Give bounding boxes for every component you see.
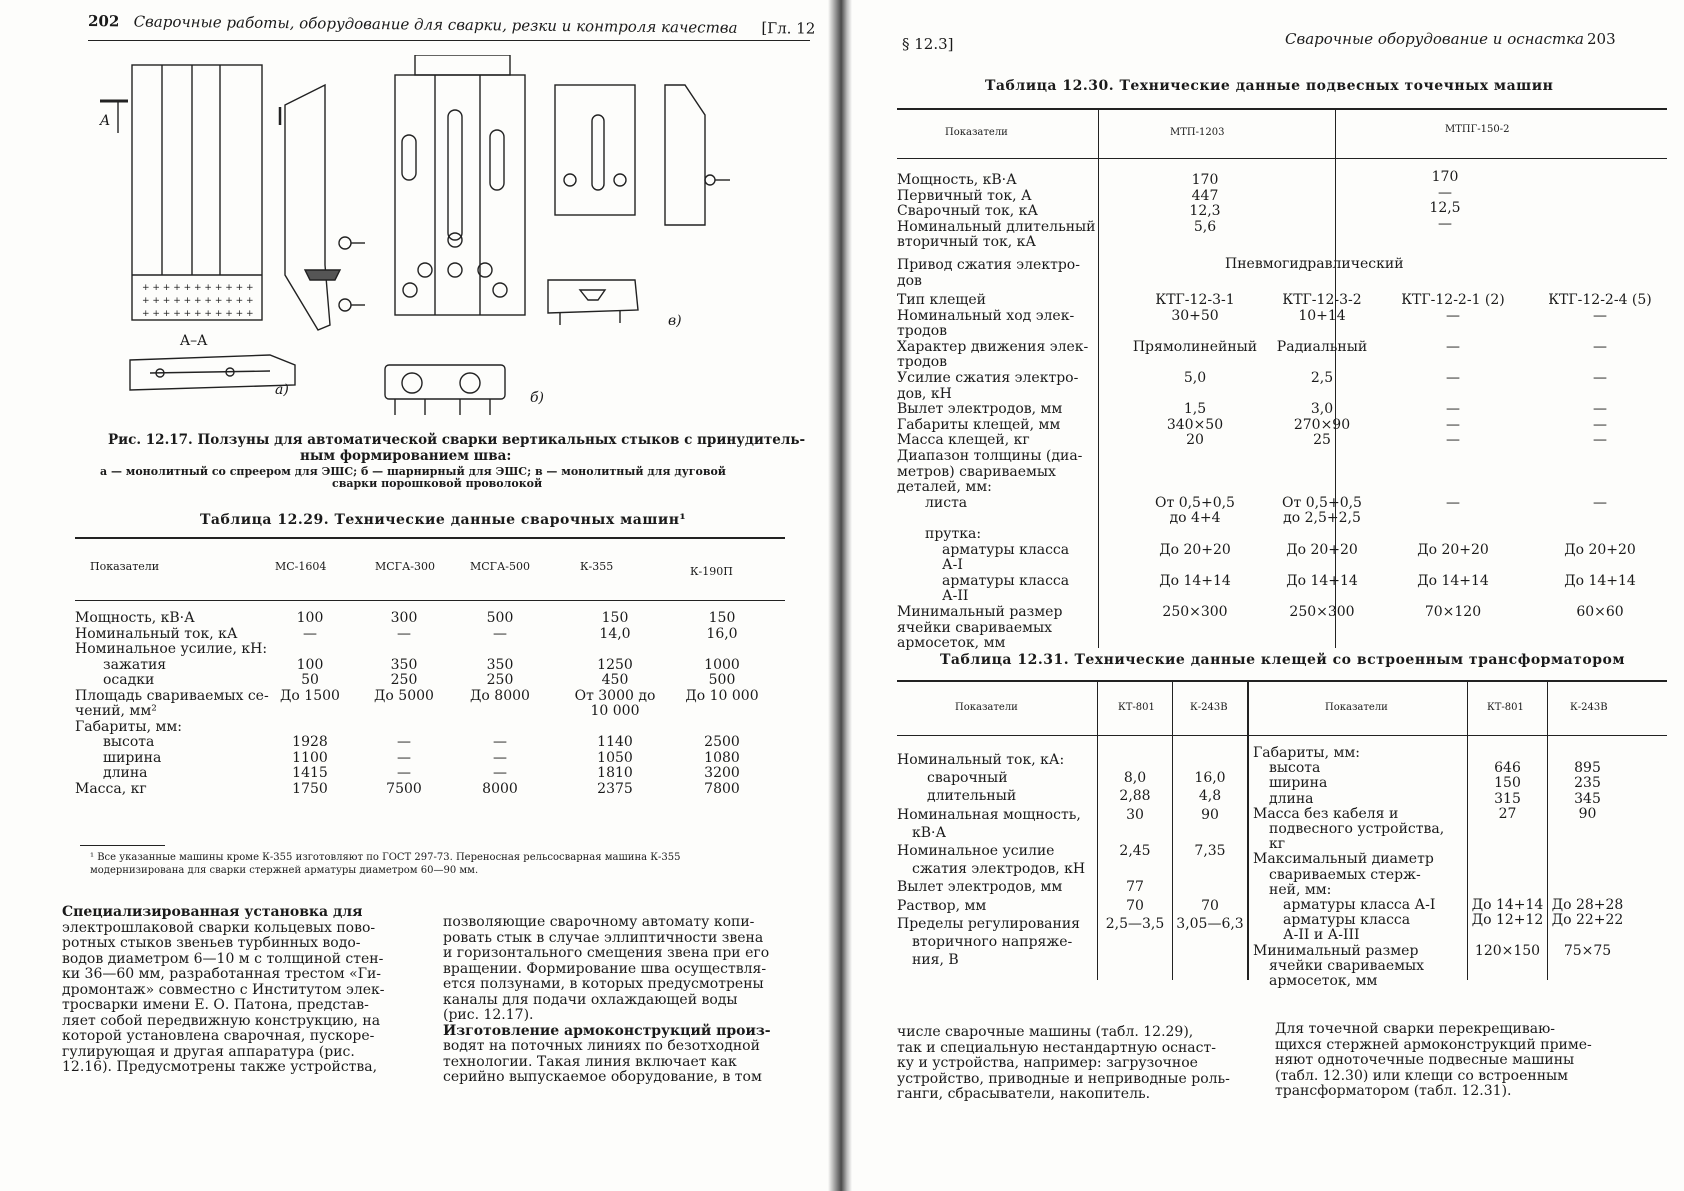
table-cell: 90 xyxy=(1578,805,1597,822)
table-row-label: деталей, мм: xyxy=(897,479,992,496)
table-cell: — xyxy=(1446,494,1460,511)
table-cell: — xyxy=(1593,432,1607,449)
table-header-cell: Показатели xyxy=(945,127,1008,138)
body-text-line: которой установлена сварочная, пускоре- xyxy=(62,1028,375,1044)
figure-caption-title: Рис. 12.17. Ползуны для автоматической сварки вертикальных стыков с принудитель- xyxy=(108,432,806,448)
table-header-cell: МСГА-300 xyxy=(375,560,436,573)
table-cell: — xyxy=(397,625,411,642)
table-row-label: Привод сжатия электро- xyxy=(897,257,1080,273)
t31-divider-2 xyxy=(1172,680,1173,980)
t31-divider-4 xyxy=(1467,680,1468,980)
table-cell: От 0,5+0,5 xyxy=(1282,494,1362,511)
table-cell: 500 xyxy=(486,610,514,626)
body-text-line: (табл. 12.30) или клещи со встроенным xyxy=(1275,1067,1569,1084)
left-header-rule xyxy=(88,40,810,41)
slider-drawings xyxy=(90,55,790,425)
table-row-label: высота xyxy=(103,734,155,750)
table-row-label: вторичного напряже- xyxy=(912,934,1073,950)
table-cell: 7,35 xyxy=(1194,843,1226,859)
table-cell: От 0,5+0,5 xyxy=(1155,494,1235,511)
table-row-label: Пределы регулирования xyxy=(897,915,1081,932)
svg-text:+ + + + + + + + + + +: + + + + + + + + + + + xyxy=(142,283,254,293)
left-chapter-ref: [Гл. 12 xyxy=(761,19,816,38)
table-cell: 250 xyxy=(390,672,418,688)
table-cell: — xyxy=(1446,307,1460,324)
table-row-label: ширина xyxy=(103,749,162,766)
body-text-line: ровать стык в случае эллиптичности звена xyxy=(443,929,764,946)
table-row-label: А-I xyxy=(942,557,963,574)
table-row-label: сжатия электродов, кН xyxy=(912,861,1086,878)
table-row-label: зажатия xyxy=(103,656,167,673)
table-row-label: Диапазон толщины (диа- xyxy=(897,448,1083,464)
table-row-label: ширина xyxy=(1269,775,1328,792)
table-cell: 1750 xyxy=(292,780,328,797)
table-row-label: Номинальный ход элек- xyxy=(897,307,1075,324)
table-cell: 500 xyxy=(708,672,736,688)
table-row-label: Номинальное усилие xyxy=(897,843,1055,859)
table-cell: 150 xyxy=(601,610,629,626)
table-cell: — xyxy=(397,734,411,750)
table-row-label: Площадь свариваемых се- xyxy=(75,687,269,704)
body-text-line: Специализированная установка для xyxy=(62,904,363,920)
table-row-label: дов xyxy=(897,273,922,289)
table-12-30-col-divider-1 xyxy=(1098,108,1099,648)
table-cell: — xyxy=(493,749,507,766)
table-cell: До 5000 xyxy=(374,687,434,704)
body-text-line: няют одноточечные подвесные машины xyxy=(1275,1052,1575,1068)
left-page xyxy=(0,0,835,1191)
table-cell: 1050 xyxy=(597,749,633,766)
table-header-cell: Показатели xyxy=(1325,702,1388,713)
table-cell: 300 xyxy=(390,610,418,626)
table-cell: До 20+20 xyxy=(1417,541,1489,558)
table-cell: 3200 xyxy=(704,765,740,781)
table-row-label: Номинальное усилие, кН: xyxy=(75,641,268,657)
right-body-column-2 xyxy=(1275,1022,1615,1100)
body-text-line: ротных стыков звеньев турбинных водо- xyxy=(62,935,361,951)
table-row-label: Первичный ток, А xyxy=(897,187,1032,204)
table-cell: 270×90 xyxy=(1293,416,1351,433)
table-cell: 235 xyxy=(1574,775,1601,792)
table-row-label: высота xyxy=(1269,760,1321,777)
table-header-cell: КТ-801 xyxy=(1118,702,1155,713)
table-cell: 150 xyxy=(1494,775,1521,792)
table-row-label: Номинальный ток, кА xyxy=(75,625,238,642)
table-cell: 60×60 xyxy=(1576,604,1624,620)
table-cell: 345 xyxy=(1574,790,1601,807)
table-header-cell: МСГА-500 xyxy=(470,560,531,573)
table-cell: 350 xyxy=(390,656,418,673)
body-text-line: ется ползунами, в которых предусмотрены xyxy=(443,976,764,992)
table-12-29-header-rule xyxy=(75,600,785,601)
table-row-label: прутка: xyxy=(925,526,982,542)
right-page xyxy=(835,0,1684,1191)
table-cell: 70 xyxy=(1201,897,1219,914)
table-cell: — xyxy=(303,625,317,642)
figure-caption-legend-cont: сварки порошковой проволокой xyxy=(332,477,543,490)
body-text-line: щихся стержней армоконструкций приме- xyxy=(1275,1036,1592,1053)
table-12-29-top-rule xyxy=(75,537,785,539)
table-cell: До 14+14 xyxy=(1417,572,1489,589)
table-row-label: чений, мм² xyxy=(75,703,157,719)
table-cell: до 4+4 xyxy=(1169,510,1221,527)
table-cell: 350 xyxy=(486,656,514,673)
table-cell: 3,0 xyxy=(1310,401,1334,418)
table-cell: 250×300 xyxy=(1162,604,1228,620)
body-text-line: трансформатором (табл. 12.31). xyxy=(1275,1083,1512,1099)
table-cell: — xyxy=(1593,370,1607,386)
body-text-line: технологии. Такая линия включает как xyxy=(443,1053,737,1070)
table-cell: 12,5 xyxy=(1429,200,1461,216)
table-cell: — xyxy=(1593,307,1607,324)
table-cell: До 14+14 xyxy=(1159,572,1231,589)
table-cell: 5,6 xyxy=(1193,218,1217,235)
table-cell: 646 xyxy=(1494,760,1521,777)
left-body-column-1 xyxy=(62,905,404,1076)
table-cell: 8,0 xyxy=(1123,770,1147,787)
table-cell: 7800 xyxy=(704,780,740,797)
table-cell: 100 xyxy=(296,656,324,673)
right-body-column-1 xyxy=(897,1025,1242,1103)
table-cell: КТГ-12-2-4 (5) xyxy=(1548,292,1652,308)
table-cell: 1250 xyxy=(597,656,633,673)
table-cell: 1928 xyxy=(292,734,328,750)
body-text-line: каналы для подачи охлаждающей воды xyxy=(443,991,738,1008)
table-cell: 14,0 xyxy=(599,625,631,642)
table-row-label: арматуры класса xyxy=(942,572,1070,589)
table-cell: 3,05—6,3 xyxy=(1176,915,1244,932)
svg-text:+ + + + + + + + + + +: + + + + + + + + + + + xyxy=(142,309,254,319)
table-cell: 77 xyxy=(1126,879,1144,896)
table-cell: 450 xyxy=(601,672,629,688)
table-cell: 2,5—3,5 xyxy=(1105,915,1165,932)
table-cell: 10+14 xyxy=(1298,307,1346,324)
table-header-cell: Показатели xyxy=(90,560,160,573)
body-text-line: вращении. Формирование шва осуществля- xyxy=(443,960,767,977)
table-12-29-footnote: ¹ Все указанные машины кроме К-355 изготовляют по ГОСТ 297-73. Переносная рельсосварная машина К-355 xyxy=(90,852,681,863)
body-text-line: позволяющие сварочному автомату копи- xyxy=(443,914,755,930)
table-row-label: Масса, кг xyxy=(75,780,147,797)
table-12-31-top-rule xyxy=(897,680,1667,682)
table-cell: Пневмогидравлический xyxy=(1225,256,1404,272)
table-cell: — xyxy=(1446,401,1460,418)
body-text-line: электрошлаковой сварки кольцевых пово- xyxy=(62,919,376,936)
table-cell: 1080 xyxy=(704,749,740,766)
table-row-label: листа xyxy=(925,494,968,511)
table-cell: 2,45 xyxy=(1119,843,1151,859)
table-row-label: длина xyxy=(1269,790,1314,807)
right-page-number: 203 xyxy=(1587,30,1616,48)
table-cell: 1,5 xyxy=(1183,401,1207,418)
table-cell: — xyxy=(493,625,507,642)
table-cell: 70×120 xyxy=(1424,604,1482,620)
table-cell: 1140 xyxy=(597,734,633,750)
body-text-line: водят на поточных линиях по безотходной xyxy=(443,1038,760,1054)
left-running-title: Сварочные работы, оборудование для сварки, резки и контроля качества xyxy=(133,12,738,37)
table-cell: До 10 000 xyxy=(685,687,759,704)
figure-mark-v: в) xyxy=(668,313,682,329)
table-row-label: Максимальный диаметр xyxy=(1253,851,1434,868)
table-cell: 1000 xyxy=(704,656,740,673)
left-running-header xyxy=(88,12,815,38)
table-row-label: Минимальный размер xyxy=(897,604,1063,620)
table-cell: 8000 xyxy=(482,780,518,797)
table-cell: — xyxy=(397,749,411,766)
body-text-line: Изготовление армоконструкций произ- xyxy=(443,1022,771,1039)
table-cell: — xyxy=(1438,184,1452,201)
table-cell: До 20+20 xyxy=(1286,541,1358,558)
table-row-label: Номинальная мощность, xyxy=(897,806,1081,823)
table-cell: КТГ-12-3-2 xyxy=(1282,292,1362,308)
table-row-label: Минимальный размер xyxy=(1253,942,1419,959)
table-cell: 25 xyxy=(1313,432,1331,449)
table-cell: 100 xyxy=(296,610,324,626)
table-cell: — xyxy=(1446,416,1460,433)
body-text-line: так и специальную нестандартную оснаст- xyxy=(897,1039,1216,1056)
body-text-line: гулирующая и другая аппаратура (рис. xyxy=(62,1043,355,1060)
table-cell: 2375 xyxy=(597,780,633,797)
table-row-label: армосеток, мм xyxy=(1269,973,1378,989)
table-row-label: тродов xyxy=(897,354,948,371)
table-cell: До 14+14 xyxy=(1286,572,1358,589)
table-cell: — xyxy=(1446,432,1460,449)
table-cell: 16,0 xyxy=(1194,770,1226,787)
table-row-label: Номинальный длительный xyxy=(897,218,1096,235)
table-row-label: Габариты, мм: xyxy=(75,718,182,735)
table-header-cell: МС-1604 xyxy=(275,560,327,573)
table-row-label: кг xyxy=(1269,836,1286,853)
body-text-line: дромонтаж» совместно с Институтом элек- xyxy=(62,981,385,998)
table-row-label: длина xyxy=(103,765,148,781)
body-text-line: и горизонтального смещения звена при его xyxy=(443,945,770,961)
table-row-label: Сварочный ток, кА xyxy=(897,203,1039,219)
table-cell: Радиальный xyxy=(1276,338,1368,355)
table-row-label: свариваемых стерж- xyxy=(1269,866,1421,883)
table-cell: 10 000 xyxy=(590,703,640,719)
t31-divider-5 xyxy=(1547,680,1548,980)
table-row-label: ячейки свариваемых xyxy=(897,619,1053,636)
table-row-label: длительный xyxy=(927,788,1017,805)
t31-divider-3 xyxy=(1247,680,1249,980)
table-header-cell: КТ-801 xyxy=(1487,702,1524,713)
table-cell: До 20+20 xyxy=(1564,541,1636,558)
table-cell: 895 xyxy=(1574,760,1601,777)
table-row-label: вторичный ток, кА xyxy=(897,234,1037,250)
table-cell: — xyxy=(493,734,507,750)
table-12-30-title: Таблица 12.30. Технические данные подвесных точечных машин xyxy=(985,78,1554,94)
table-cell: 4,8 xyxy=(1198,788,1222,805)
table-row-label: Раствор, мм xyxy=(897,897,987,914)
table-12-30-top-rule xyxy=(897,108,1667,110)
table-row-label: Масса без кабеля и xyxy=(1253,805,1399,822)
table-header-cell: К-355 xyxy=(580,560,614,573)
body-text-line: ляет собой передвижную конструкцию, на xyxy=(62,1012,381,1029)
table-header-cell: К-243В xyxy=(1190,702,1228,713)
body-text-line: ганги, сбрасыватели, накопитель. xyxy=(897,1086,1151,1102)
table-row-label: Мощность, кВ·А xyxy=(75,610,195,626)
figure-caption-legend: а — монолитный со спреером для ЭШС; б — шарнирный для ЭШС; в — монолитный для дуговой xyxy=(100,465,726,478)
body-text-line: серийно выпускаемое оборудование, в том xyxy=(443,1069,762,1085)
table-12-29-title: Таблица 12.29. Технические данные сварочных машин¹ xyxy=(200,512,687,528)
figure-mark-a: а) xyxy=(275,382,289,398)
body-text-line: устройство, приводные и неприводные роль- xyxy=(897,1070,1230,1087)
table-row-label: А-II xyxy=(942,588,969,605)
table-row-label: Габариты, мм: xyxy=(1253,745,1360,761)
table-cell: 315 xyxy=(1494,790,1521,807)
table-row-label: Габариты клещей, мм xyxy=(897,416,1061,433)
table-row-label: ней, мм: xyxy=(1269,881,1332,898)
table-12-31-title: Таблица 12.31. Технические данные клещей со встроенным трансформатором xyxy=(940,652,1625,668)
table-cell: 2,5 xyxy=(1310,370,1334,386)
figure-mark-b: б) xyxy=(530,390,545,406)
table-row-label: ячейки свариваемых xyxy=(1269,957,1425,974)
table-cell: До 8000 xyxy=(470,687,530,704)
table-cell: 5,0 xyxy=(1183,370,1207,386)
table-cell: КТГ-12-3-1 xyxy=(1155,292,1235,308)
table-cell: До 22+22 xyxy=(1551,912,1624,929)
table-row-label: кВ·А xyxy=(912,824,947,841)
table-row-label: Усилие сжатия электро- xyxy=(897,370,1079,386)
table-cell: 16,0 xyxy=(706,625,738,642)
table-cell: — xyxy=(1438,215,1452,232)
table-cell: — xyxy=(1593,401,1607,418)
table-row-label: армосеток, мм xyxy=(897,635,1006,652)
table-cell: До 14+14 xyxy=(1471,897,1544,913)
table-row-label: сварочный xyxy=(927,770,1008,787)
table-cell: — xyxy=(1593,338,1607,355)
left-body-column-2 xyxy=(443,915,783,1086)
table-cell: 30 xyxy=(1126,806,1144,823)
table-row-label: осадки xyxy=(103,672,155,688)
table-cell: До 12+12 xyxy=(1471,912,1544,929)
table-cell: 30+50 xyxy=(1171,307,1219,324)
section-ref: § 12.3] xyxy=(902,35,954,53)
table-row-label: дов, кН xyxy=(897,385,952,402)
table-cell: 1100 xyxy=(292,749,328,766)
table-cell: 1415 xyxy=(292,765,328,781)
table-header-cell: К-190П xyxy=(690,565,733,578)
body-text-line: числе сварочные машины (табл. 12.29), xyxy=(897,1024,1194,1040)
body-text-line: Для точечной сварки перекрещиваю- xyxy=(1275,1021,1555,1037)
table-row-label: арматуры класса xyxy=(1283,912,1411,929)
table-cell: 2,88 xyxy=(1119,788,1151,805)
table-header-cell: МТПГ-150-2 xyxy=(1445,124,1510,135)
table-cell: 150 xyxy=(708,610,736,626)
table-cell: 50 xyxy=(301,672,319,688)
table-header-cell: Показатели xyxy=(955,702,1018,713)
body-text-line: ки 36—60 мм, разработанная трестом «Ги- xyxy=(62,966,382,982)
body-text-line: 12.16). Предусмотрены также устройства, xyxy=(62,1059,378,1075)
table-row-label: ния, В xyxy=(912,952,959,969)
t31-divider-1 xyxy=(1097,680,1098,980)
table-cell: 250×300 xyxy=(1289,604,1355,620)
left-page-number: 202 xyxy=(87,12,120,31)
table-row-label: Характер движения элек- xyxy=(897,338,1089,355)
table-cell: — xyxy=(397,765,411,781)
body-text-line: тросварки имени Е. О. Патона, представ- xyxy=(62,997,369,1013)
table-cell: до 2,5+2,5 xyxy=(1283,510,1361,527)
table-cell: — xyxy=(493,765,507,781)
table-row-label: арматуры класса А-I xyxy=(1283,897,1436,913)
table-cell: До 14+14 xyxy=(1564,572,1636,589)
table-cell: 20 xyxy=(1186,432,1204,449)
table-cell: Прямолинейный xyxy=(1132,338,1258,355)
table-cell: 170 xyxy=(1431,169,1459,185)
table-cell: 75×75 xyxy=(1563,942,1612,959)
table-row-label: Тип клещей xyxy=(897,292,987,308)
table-cell: 70 xyxy=(1126,897,1144,914)
table-cell: 90 xyxy=(1201,806,1219,823)
table-cell: 27 xyxy=(1498,805,1517,822)
table-cell: 340×50 xyxy=(1166,416,1224,433)
table-row-label: Вылет электродов, мм xyxy=(897,401,1063,418)
table-12-31-header-rule xyxy=(897,735,1667,736)
table-row-label: тродов xyxy=(897,323,948,340)
table-cell: До 28+28 xyxy=(1551,897,1624,913)
table-cell: 250 xyxy=(486,672,514,688)
table-row-label: метров) свариваемых xyxy=(897,463,1056,480)
table-row-label: Номинальный ток, кА: xyxy=(897,752,1065,768)
body-text-line: ку и устройства, например: загрузочное xyxy=(897,1055,1198,1071)
table-cell: 12,3 xyxy=(1189,203,1221,219)
section-arrow-label: A xyxy=(100,113,111,129)
table-row-label: А-II и А-III xyxy=(1283,927,1360,944)
table-row-label: Вылет электродов, мм xyxy=(897,879,1063,896)
table-row-label: Масса клещей, кг xyxy=(897,432,1030,449)
section-aa-label: A–A xyxy=(180,333,208,349)
body-text-line: водов диаметром 6—10 м с толщиной стен- xyxy=(62,950,384,967)
table-cell: 2500 xyxy=(704,734,740,750)
table-cell: — xyxy=(1446,370,1460,386)
table-cell: 1810 xyxy=(597,765,633,781)
table-row-label: подвесного устройства, xyxy=(1269,821,1445,837)
table-cell: От 3000 до xyxy=(574,687,656,704)
table-cell: КТГ-12-2-1 (2) xyxy=(1401,292,1505,308)
table-12-29-footnote-cont: модернизирована для сварки стержней арматуры диаметром 60—90 мм. xyxy=(90,865,479,876)
table-12-30-header-rule xyxy=(897,158,1667,159)
table-cell: 120×150 xyxy=(1474,942,1541,959)
right-running-title: Сварочные оборудование и оснастка xyxy=(1285,30,1584,48)
footnote-rule xyxy=(80,845,165,846)
table-cell: — xyxy=(1446,338,1460,355)
table-cell: 447 xyxy=(1191,187,1219,204)
table-cell: До 20+20 xyxy=(1159,541,1231,558)
figure-caption-title-cont: ным формированием шва: xyxy=(300,448,512,464)
table-row-label: арматуры класса xyxy=(942,541,1070,558)
table-cell: 7500 xyxy=(386,780,422,797)
table-header-cell: К-243В xyxy=(1570,702,1608,713)
svg-text:+ + + + + + + + + + +: + + + + + + + + + + + xyxy=(142,296,254,306)
table-cell: — xyxy=(1593,416,1607,433)
figure-12-17 xyxy=(90,55,790,425)
table-row-label: Мощность, кВ·А xyxy=(897,172,1017,188)
table-cell: — xyxy=(1593,494,1607,511)
table-cell: До 1500 xyxy=(280,687,340,704)
table-header-cell: МТП-1203 xyxy=(1170,127,1225,138)
table-cell: 170 xyxy=(1191,172,1219,188)
body-text-line: (рис. 12.17). xyxy=(443,1007,534,1023)
